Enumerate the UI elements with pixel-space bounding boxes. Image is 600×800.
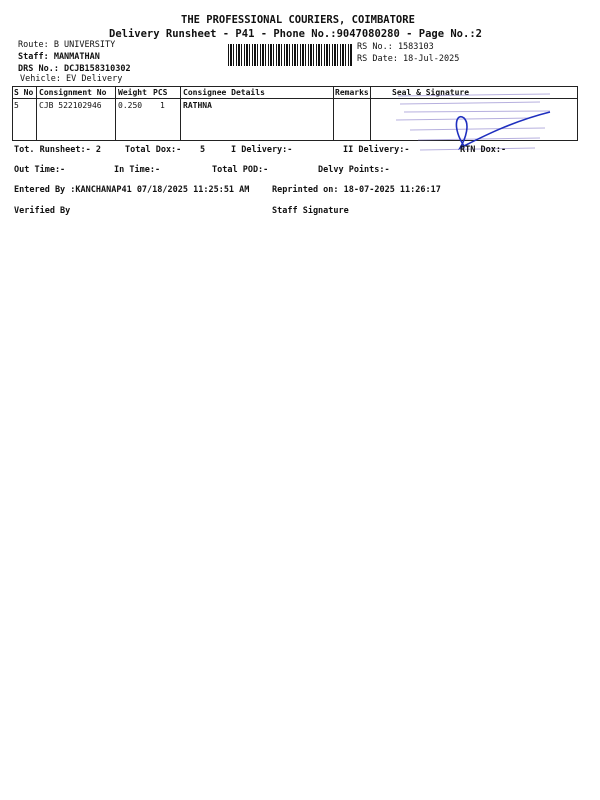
reprinted-on: Reprinted on: 18-07-2025 11:26:17 — [272, 185, 441, 195]
header-pcs: PCS — [153, 88, 168, 97]
tot-runsheet: Tot. Runsheet:- 2 — [14, 145, 101, 155]
runsheet-title: Delivery Runsheet - P41 - Phone No.:9047080280 - Page No.:2 — [109, 28, 482, 40]
col-divider — [370, 86, 371, 141]
out-time: Out Time:- — [14, 165, 66, 175]
row-pcs: 1 — [160, 101, 165, 110]
table-left-border — [12, 86, 13, 141]
header-sno: S No — [14, 88, 34, 97]
table-right-border — [577, 86, 578, 141]
col-divider — [333, 86, 334, 141]
row-weight: 0.250 — [118, 101, 143, 110]
company-title: THE PROFESSIONAL COURIERS, COIMBATORE — [181, 14, 415, 26]
table-top-rule — [12, 86, 578, 87]
total-dox-label: Total Dox:- — [125, 145, 182, 155]
verified-by: Verified By — [14, 206, 71, 216]
total-dox-value: 5 — [200, 145, 206, 155]
total-pod: Total POD:- — [212, 165, 269, 175]
barcode — [228, 44, 352, 66]
in-time: In Time:- — [114, 165, 161, 175]
header-consignee: Consignee Details — [183, 88, 265, 97]
col-divider — [36, 86, 37, 141]
drs-number: DRS No.: DCJB158310302 — [18, 64, 131, 74]
header-remarks: Remarks — [335, 88, 369, 97]
header-weight: Weight — [118, 88, 147, 97]
ii-delivery: II Delivery:- — [343, 145, 410, 155]
row-consignment: CJB 522102946 — [39, 101, 102, 110]
route-label: Route: B UNIVERSITY — [18, 40, 116, 50]
col-divider — [115, 86, 116, 141]
staff-signature: Staff Signature — [272, 206, 349, 216]
delvy-points: Delvy Points:- — [318, 165, 390, 175]
rtn-dox: RTN Dox:- — [460, 145, 507, 155]
header-seal: Seal & Signature — [392, 88, 470, 97]
entered-by: Entered By :KANCHANAP41 07/18/2025 11:25:51 AM — [14, 185, 250, 195]
header-consignment: Consignment No — [39, 88, 107, 97]
staff-label: Staff: MANMATHAN — [18, 52, 100, 62]
rs-number: RS No.: 1583103 — [357, 42, 434, 52]
i-delivery: I Delivery:- — [231, 145, 293, 155]
row-consignee: RATHNA — [183, 101, 212, 110]
col-divider — [180, 86, 181, 141]
row-sno: 5 — [14, 101, 19, 110]
vehicle-label: Vehicle: EV Delivery — [20, 74, 123, 84]
rs-date: RS Date: 18-Jul-2025 — [357, 54, 460, 64]
